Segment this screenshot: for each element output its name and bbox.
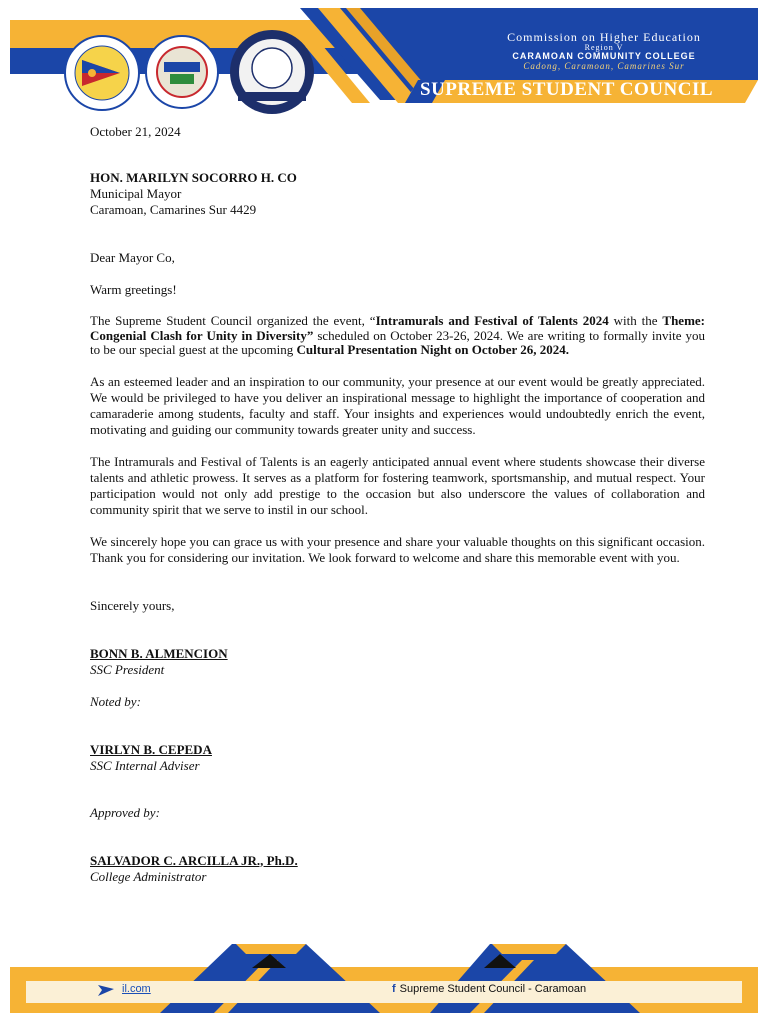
approved-by-label: Approved by: <box>90 804 160 820</box>
greeting: Warm greetings! <box>90 282 177 297</box>
facebook-icon: f <box>392 983 396 995</box>
signer-1-name: BONN B. ALMENCION <box>90 645 228 661</box>
college-name: CARAMOAN COMMUNITY COLLEGE <box>512 51 696 61</box>
p1-text-3: scheduled on October 23-26, 2024. We are writing to formally invite you to be our special guest at the upcoming <box>90 327 705 357</box>
email-link[interactable]: il.com <box>122 983 151 995</box>
signer-1-title: SSC President <box>90 661 165 677</box>
facebook-page-name[interactable]: Supreme Student Council - Caramoan <box>399 983 587 995</box>
letterhead <box>0 0 768 115</box>
signer-3-name: SALVADOR C. ARCILLA JR., Ph.D. <box>90 852 298 868</box>
signer-2-name: VIRLYN B. CEPEDA <box>90 741 212 757</box>
p1-theme: Theme: Congenial Clash for Unity in Diversity” <box>90 313 706 343</box>
signer-2-title: SSC Internal Adviser <box>90 757 200 773</box>
letter-body <box>90 124 705 885</box>
signer-3-title: College Administrator <box>90 868 207 884</box>
noted-by-label: Noted by: <box>90 693 141 709</box>
p1-cultural-night: Cultural Presentation Night on October 26, 2024. <box>296 342 570 357</box>
p1-event-name: Intramurals and Festival of Talents 2024 <box>375 313 609 328</box>
recipient-title: Municipal Mayor <box>90 186 182 201</box>
p1-text-2: with the <box>608 313 663 328</box>
recipient-name: HON. MARILYN SOCORRO H. CO <box>90 170 297 185</box>
letter-date: October 21, 2024 <box>90 124 181 139</box>
college-address: Cadong, Caramoan, Camarines Sur <box>523 61 685 71</box>
paragraph-3: The Intramurals and Festival of Talents is an eagerly anticipated annual event where students showcase their diverse talents and athletic prowess. It serves as a platform for fostering teamwork, sportsmanship, and mutual respect. Your participation would not only add prestige to the occasion but also underscore the values of collaboration and community spirit that we serve to instil in our school. <box>90 453 705 517</box>
closing: Sincerely yours, <box>90 597 175 613</box>
paragraph-2: As an esteemed leader and an inspiration to our community, your presence at our event would be greatly appreciated. We would be privileged to have you deliver an inspirational message to highlight the importance of cooperation and camaraderie among students, faculty and staff. Your insights and experiences would undoubtedly enrich the event, motivating and guiding our community towards greater unity and success. <box>90 373 705 437</box>
envelope-icon <box>98 985 114 996</box>
salutation: Dear Mayor Co, <box>90 250 175 265</box>
region-label: Region V <box>584 43 624 52</box>
facebook-contact <box>392 983 586 995</box>
paragraph-1 <box>90 314 705 358</box>
council-title: SUPREME STUDENT COUNCIL <box>420 79 714 100</box>
commission-name: Commission on Higher Education <box>507 30 701 44</box>
recipient-address: Caramoan, Camarines Sur 4429 <box>90 202 257 217</box>
paragraph-4: We sincerely hope you can grace us with your presence and share your valuable thoughts on this significant occasion. Thank you for considering our invitation. We look forward to welcome and share this memorable event with you. <box>90 533 705 565</box>
p1-text-1: The Supreme Student Council organized the event, “ <box>90 313 376 328</box>
